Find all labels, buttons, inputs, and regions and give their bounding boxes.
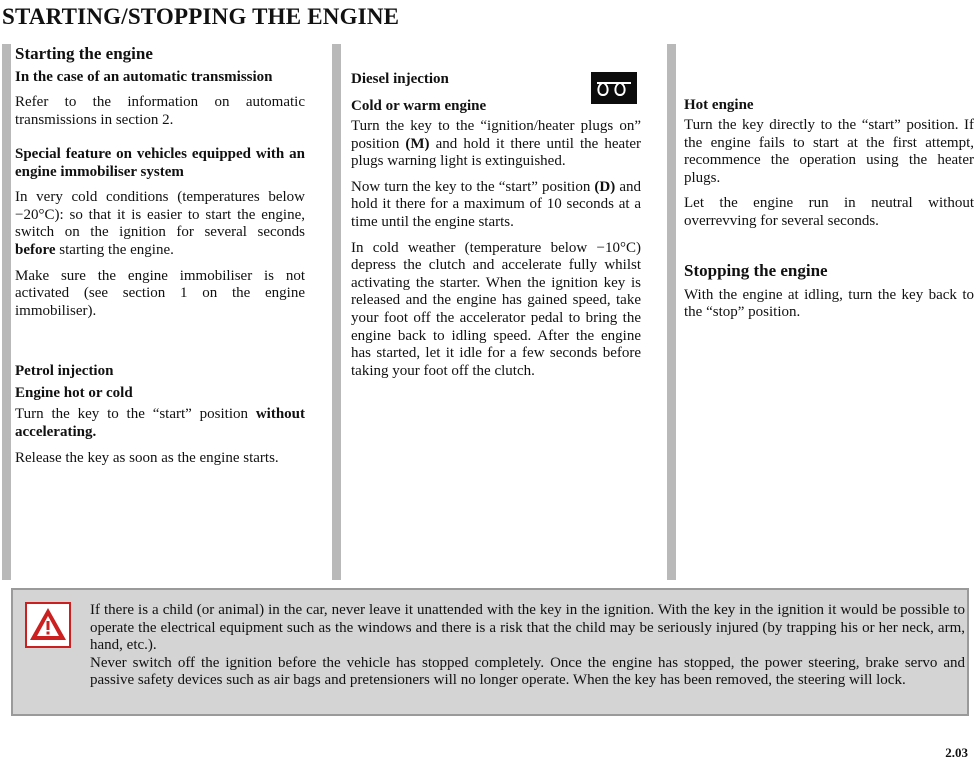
warning-box xyxy=(11,588,969,716)
petrol-start-text xyxy=(15,406,305,441)
page-title: STARTING/STOPPING THE ENGINE xyxy=(2,4,400,29)
auto-transmission-heading: In the case of an automatic transmission xyxy=(15,69,273,85)
key-position-d: (D) xyxy=(594,178,616,195)
diesel-para-heater-a: Turn the key to the “ignition/heater plugs on” position xyxy=(351,118,641,152)
column-3 xyxy=(684,96,974,632)
petrol-start-text-a: Turn the key to the “start” position xyxy=(15,406,248,423)
hot-engine-text: Turn the key directly to the “start” position. If the engine fails to start at the first attempt, recommence the operation using the heater plugs. xyxy=(684,117,974,186)
auto-transmission-text: Refer to the information on automatic transmissions in section 2. xyxy=(15,94,305,128)
immobiliser-note: Make sure the engine immobiliser is not activated (see section 1 on the engine immobiliser). xyxy=(15,267,305,319)
petrol-engine-subheading: Engine hot or cold xyxy=(15,385,133,402)
immobiliser-text-a: In very cold conditions (temperatures below −20°C): so that it is easier to start the engine, switch on the ignition for several seconds xyxy=(15,189,305,241)
warning-text-child: If there is a child (or animal) in the car, never leave it unattended with the key in the ignition. With the key in the ignition it would be possible to operate the electrical equipment such as the windows and there is a risk that the child may be seriously injured (by trapping his or her neck, arm, hand, etc.). xyxy=(90,602,965,654)
petrol-release-text: Release the key as soon as the engine starts. xyxy=(15,449,279,466)
hot-engine-heading: Hot engine xyxy=(684,97,754,113)
immobiliser-text-b: starting the engine. xyxy=(59,241,174,258)
immobiliser-text xyxy=(15,189,305,259)
petrol-injection-heading: Petrol injection xyxy=(15,363,114,380)
diesel-injection-heading: Diesel injection xyxy=(351,71,449,87)
stopping-engine-heading: Stopping the engine xyxy=(684,260,828,280)
immobiliser-text-bold: before xyxy=(15,241,56,258)
diesel-para-start xyxy=(351,179,641,232)
diesel-para-start-a: Now turn the key to the “start” position xyxy=(351,178,591,195)
section-heading-starting: Starting the engine xyxy=(15,44,153,63)
stopping-engine-text: With the engine at idling, turn the key back to the “stop” position. xyxy=(684,286,974,321)
diesel-para-heater-b: and hold it there until the heater plugs warning light is extinguished. xyxy=(351,135,642,170)
petrol-start-text-bold: without accelerating. xyxy=(15,406,306,440)
diesel-para-start-b: and hold it there for a maximum of 10 seconds at a time until the engine starts. xyxy=(351,178,641,230)
diesel-para-cold: In cold weather (temperature below −10°C) depress the clutch and accelerate fully whilst activating the starter. When the ignition key is released and the engine has gained speed, take your foot off the accelerator pedal to bring the engine back to idling speed. After the engine has started, let it idle for a few seconds before taking your foot off the clutch. xyxy=(351,239,641,379)
warning-text-ignition: Never switch off the ignition before the vehicle has stopped completely. Once the engine has stopped, the power steering, brake servo and passive safety devices such as air bags and pretensioners will no longer operate. When the key has been removed, the steering will lock. xyxy=(90,654,965,689)
warning-triangle-icon xyxy=(25,602,71,648)
diesel-engine-subheading: Cold or warm engine xyxy=(351,98,487,114)
column-2 xyxy=(351,70,641,606)
column-rule-right xyxy=(667,44,676,580)
diesel-para-heater xyxy=(351,118,641,171)
column-rule-middle xyxy=(332,44,341,580)
key-position-m: (M) xyxy=(405,135,430,152)
column-1 xyxy=(15,44,305,580)
page-number: 2.03 xyxy=(945,745,968,760)
hot-engine-note: Let the engine run in neutral without overrevving for several seconds. xyxy=(684,195,974,229)
column-rule-left xyxy=(2,44,11,580)
warning-text xyxy=(90,602,965,690)
immobiliser-heading: Special feature on vehicles equipped with an engine immobiliser system xyxy=(15,146,305,181)
